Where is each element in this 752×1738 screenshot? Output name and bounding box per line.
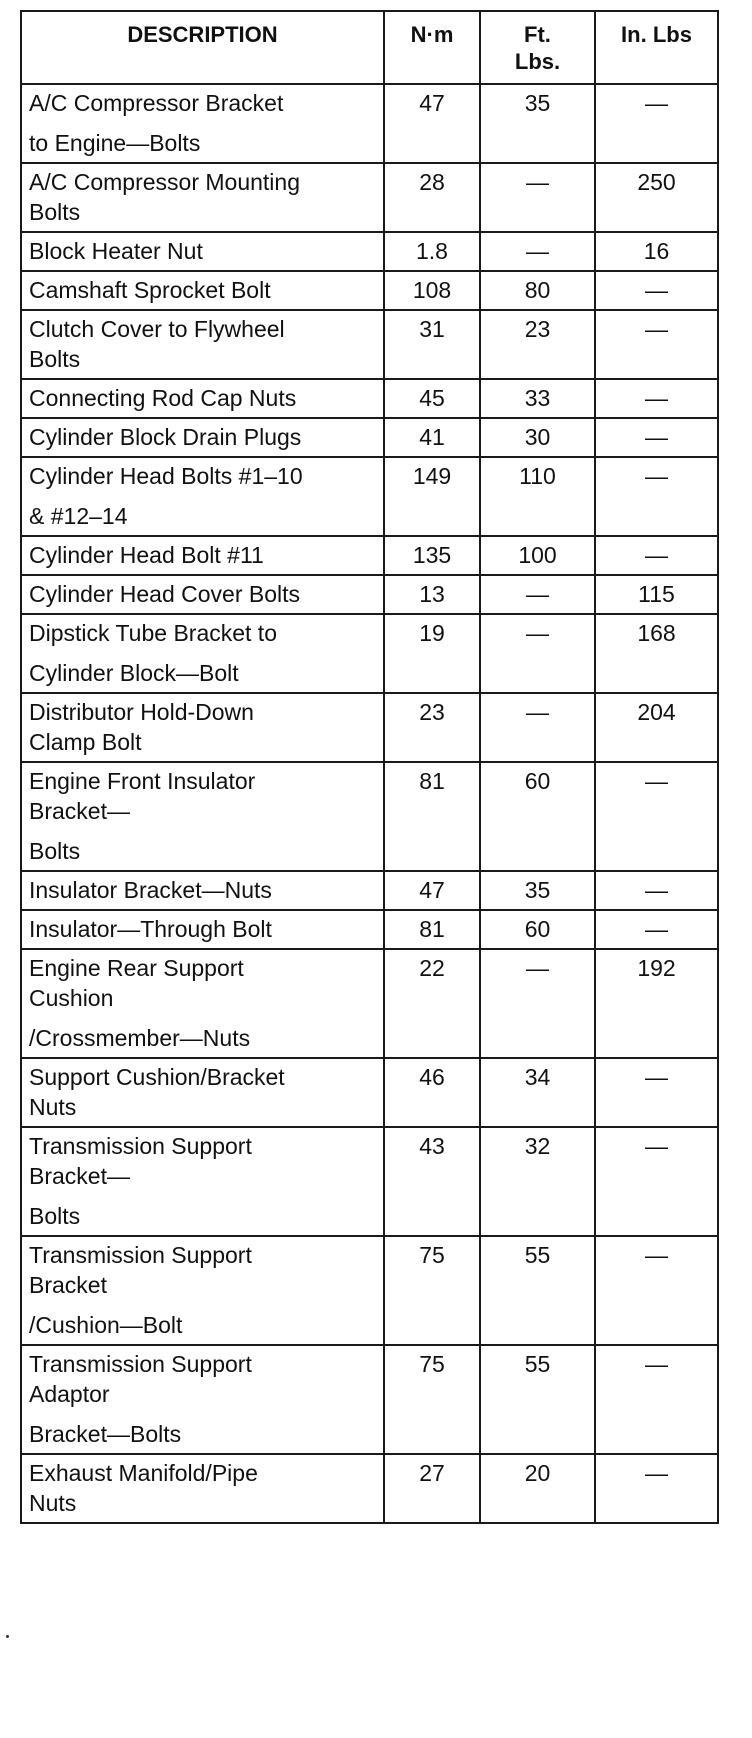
nm-cell: 46	[384, 1058, 480, 1127]
description-cell	[21, 1345, 384, 1454]
table-row	[21, 871, 718, 910]
in-lbs-cell: 16	[595, 232, 718, 271]
nm-cell: 13	[384, 575, 480, 614]
scan-speck	[6, 1635, 9, 1638]
table-row	[21, 457, 718, 536]
table-row	[21, 575, 718, 614]
table-row	[21, 1236, 718, 1345]
table-body	[21, 84, 718, 1523]
header-ft-lbs-line1: Ft.	[524, 22, 551, 47]
ft-lbs-cell: —	[480, 949, 595, 1058]
description-cell	[21, 1058, 384, 1127]
description-cell	[21, 457, 384, 536]
table-row	[21, 762, 718, 871]
table-row	[21, 163, 718, 232]
nm-cell: 149	[384, 457, 480, 536]
nm-cell: 75	[384, 1345, 480, 1454]
description-line: /Crossmember—Nuts	[29, 1025, 251, 1051]
description-line: Bracket—	[29, 1163, 130, 1189]
ft-lbs-cell: 110	[480, 457, 595, 536]
ft-lbs-cell: 60	[480, 910, 595, 949]
description-line: Bracket—Bolts	[29, 1421, 182, 1447]
description-cell	[21, 614, 384, 693]
description-line: Transmission Support	[29, 1351, 252, 1377]
ft-lbs-cell: —	[480, 614, 595, 693]
nm-cell: 81	[384, 762, 480, 871]
table-row	[21, 536, 718, 575]
nm-cell: 23	[384, 693, 480, 762]
description-line: Cylinder Block—Bolt	[29, 660, 239, 686]
in-lbs-cell: 168	[595, 614, 718, 693]
ft-lbs-cell: 55	[480, 1236, 595, 1345]
in-lbs-cell: —	[595, 1345, 718, 1454]
description-line: Bracket	[29, 1272, 107, 1298]
table-row	[21, 84, 718, 163]
table-row	[21, 949, 718, 1058]
nm-cell: 19	[384, 614, 480, 693]
ft-lbs-cell: 30	[480, 418, 595, 457]
table-row	[21, 271, 718, 310]
description-line: Insulator—Through Bolt	[29, 916, 272, 942]
ft-lbs-cell: 20	[480, 1454, 595, 1523]
description-line: Cylinder Head Bolt #11	[29, 542, 264, 568]
nm-cell: 108	[384, 271, 480, 310]
description-line: /Cushion—Bolt	[29, 1312, 183, 1338]
in-lbs-cell: —	[595, 871, 718, 910]
description-line: Engine Front Insulator	[29, 768, 256, 794]
in-lbs-cell: —	[595, 310, 718, 379]
description-cell	[21, 536, 384, 575]
description-line: Clamp Bolt	[29, 729, 142, 755]
description-line: Clutch Cover to Flywheel	[29, 316, 285, 342]
torque-spec-sheet	[20, 10, 717, 1524]
description-cell	[21, 762, 384, 871]
in-lbs-cell: —	[595, 271, 718, 310]
description-cell	[21, 418, 384, 457]
in-lbs-cell: 250	[595, 163, 718, 232]
table-header-row	[21, 11, 718, 84]
table-row	[21, 1058, 718, 1127]
description-line: to Engine—Bolts	[29, 130, 201, 156]
description-line: Insulator Bracket—Nuts	[29, 877, 272, 903]
nm-cell: 135	[384, 536, 480, 575]
in-lbs-cell: —	[595, 379, 718, 418]
description-cell	[21, 1127, 384, 1236]
description-line: Bolts	[29, 199, 81, 225]
in-lbs-cell: —	[595, 536, 718, 575]
description-line: Adaptor	[29, 1381, 110, 1407]
in-lbs-cell: —	[595, 418, 718, 457]
header-description: DESCRIPTION	[21, 11, 384, 84]
description-cell	[21, 1454, 384, 1523]
header-ft-lbs	[480, 11, 595, 84]
table-row	[21, 1345, 718, 1454]
ft-lbs-cell: —	[480, 163, 595, 232]
nm-cell: 41	[384, 418, 480, 457]
description-cell	[21, 693, 384, 762]
ft-lbs-cell: 32	[480, 1127, 595, 1236]
ft-lbs-cell: 33	[480, 379, 595, 418]
description-cell	[21, 949, 384, 1058]
description-cell	[21, 84, 384, 163]
description-line: & #12–14	[29, 503, 128, 529]
description-line: A/C Compressor Bracket	[29, 90, 284, 116]
in-lbs-cell: —	[595, 457, 718, 536]
description-line: Distributor Hold-Down	[29, 699, 254, 725]
header-nm: N·m	[384, 11, 480, 84]
table-row	[21, 310, 718, 379]
in-lbs-cell: —	[595, 84, 718, 163]
ft-lbs-cell: 80	[480, 271, 595, 310]
description-line: Transmission Support	[29, 1133, 252, 1159]
nm-cell: 1.8	[384, 232, 480, 271]
table-row	[21, 1454, 718, 1523]
description-line: Dipstick Tube Bracket to	[29, 620, 277, 646]
in-lbs-cell: —	[595, 1454, 718, 1523]
in-lbs-cell: 115	[595, 575, 718, 614]
table-row	[21, 379, 718, 418]
description-cell	[21, 271, 384, 310]
header-in-lbs: In. Lbs	[595, 11, 718, 84]
in-lbs-cell: —	[595, 1127, 718, 1236]
ft-lbs-cell: 35	[480, 871, 595, 910]
ft-lbs-cell: 100	[480, 536, 595, 575]
table-row	[21, 418, 718, 457]
nm-cell: 47	[384, 84, 480, 163]
nm-cell: 45	[384, 379, 480, 418]
in-lbs-cell: —	[595, 1058, 718, 1127]
table-row	[21, 614, 718, 693]
description-line: Nuts	[29, 1094, 77, 1120]
table-row	[21, 1127, 718, 1236]
ft-lbs-cell: 55	[480, 1345, 595, 1454]
description-cell	[21, 575, 384, 614]
nm-cell: 75	[384, 1236, 480, 1345]
description-line: Exhaust Manifold/Pipe	[29, 1460, 258, 1486]
in-lbs-cell: 204	[595, 693, 718, 762]
description-line: Transmission Support	[29, 1242, 252, 1268]
header-ft-lbs-line2: Lbs.	[514, 49, 561, 74]
in-lbs-cell: —	[595, 1236, 718, 1345]
torque-spec-table	[20, 10, 719, 1524]
ft-lbs-cell: —	[480, 232, 595, 271]
description-line: Cylinder Block Drain Plugs	[29, 424, 302, 450]
in-lbs-cell: —	[595, 910, 718, 949]
nm-cell: 22	[384, 949, 480, 1058]
description-line: Cylinder Head Bolts #1–10	[29, 463, 303, 489]
description-line: Bolts	[29, 346, 81, 372]
description-line: A/C Compressor Mounting	[29, 169, 300, 195]
description-line: Bolts	[29, 838, 81, 864]
nm-cell: 27	[384, 1454, 480, 1523]
ft-lbs-cell: —	[480, 575, 595, 614]
ft-lbs-cell: —	[480, 693, 595, 762]
description-cell	[21, 232, 384, 271]
ft-lbs-cell: 34	[480, 1058, 595, 1127]
nm-cell: 43	[384, 1127, 480, 1236]
nm-cell: 28	[384, 163, 480, 232]
description-cell	[21, 1236, 384, 1345]
in-lbs-cell: 192	[595, 949, 718, 1058]
description-cell	[21, 163, 384, 232]
description-line: Bracket—	[29, 798, 130, 824]
description-cell	[21, 910, 384, 949]
nm-cell: 47	[384, 871, 480, 910]
description-line: Cylinder Head Cover Bolts	[29, 581, 301, 607]
nm-cell: 81	[384, 910, 480, 949]
nm-cell: 31	[384, 310, 480, 379]
ft-lbs-cell: 35	[480, 84, 595, 163]
table-row	[21, 232, 718, 271]
table-row	[21, 910, 718, 949]
description-line: Bolts	[29, 1203, 81, 1229]
description-cell	[21, 310, 384, 379]
description-line: Cushion	[29, 985, 114, 1011]
description-cell	[21, 871, 384, 910]
description-line: Connecting Rod Cap Nuts	[29, 385, 297, 411]
description-line: Support Cushion/Bracket	[29, 1064, 285, 1090]
description-line: Camshaft Sprocket Bolt	[29, 277, 271, 303]
description-line: Block Heater Nut	[29, 238, 203, 264]
description-cell	[21, 379, 384, 418]
table-row	[21, 693, 718, 762]
in-lbs-cell: —	[595, 762, 718, 871]
ft-lbs-cell: 23	[480, 310, 595, 379]
description-line: Engine Rear Support	[29, 955, 244, 981]
ft-lbs-cell: 60	[480, 762, 595, 871]
description-line: Nuts	[29, 1490, 77, 1516]
